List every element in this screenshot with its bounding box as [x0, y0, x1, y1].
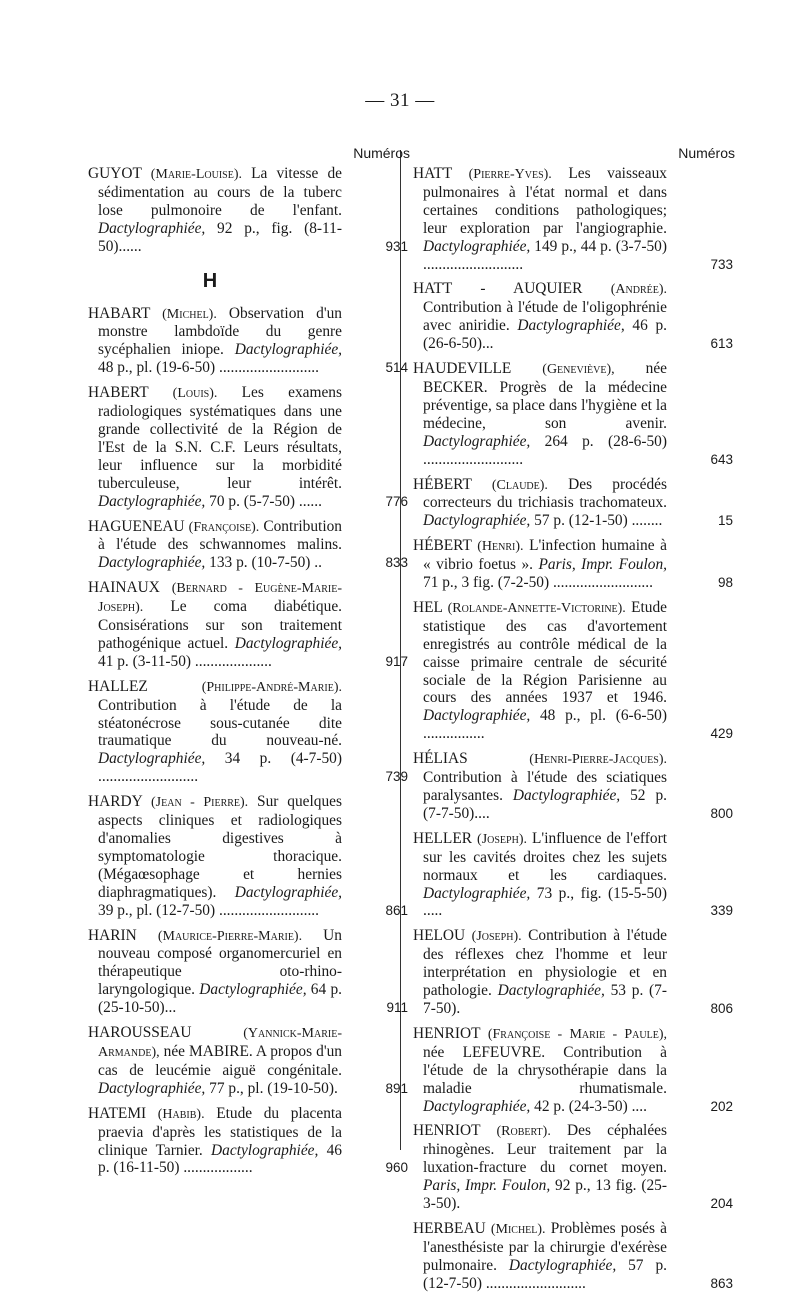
- bibliography-entry: [88, 793, 414, 919]
- pagination-date: 41 p. (3-11-50) ....................: [98, 652, 272, 670]
- entry-title: Le coma diabétique. Consisérations sur son traitement pathogénique actuel.: [98, 598, 342, 652]
- author-name: HAUDEVILLE: [413, 360, 512, 378]
- entry-title: née LEFEUVRE. Contribution à l'étude de la chrysothérapie dans la maladie rhumatismale.: [423, 1043, 667, 1097]
- pagination-date: 52 p. (7-7-50)....: [423, 787, 667, 822]
- pagination-date: 73 p., fig. (15-5-50) .....: [423, 884, 667, 920]
- pagination-date: 264 p. (28-6-50) ..........................: [423, 432, 667, 468]
- pagination-date: 48 p., pl. (19-6-50) ..........................: [98, 359, 320, 377]
- entry-text: [413, 599, 667, 743]
- bibliography-entry: [88, 927, 414, 1018]
- author-given-names: (Bernard - Eugène-Marie-Joseph).: [98, 581, 342, 616]
- publication: Dactylographiée,: [423, 512, 531, 530]
- right-column: [413, 145, 739, 1300]
- publication: Dactylographiée,: [497, 982, 605, 1000]
- author-given-names: (Andrée).: [610, 282, 667, 298]
- entry-title: Les examens radiologiques systématiques dans une grande collectivité de la Région de l'Est de la S.N. C.F. Leurs résultats, leur influence sur la morbidité tuberculeuse, leur intérêt.: [98, 384, 342, 492]
- bibliography-entry: [88, 1105, 414, 1178]
- author-given-names: (Robert).: [496, 1124, 551, 1140]
- bibliography-entry: [88, 165, 414, 256]
- entry-title: Problèmes posés à l'anesthésiste par la chirurgie d'exérèse pulmonaire.: [423, 1219, 667, 1274]
- bibliography-entry: [413, 750, 739, 823]
- entry-text: [413, 165, 667, 273]
- entry-text: [413, 280, 667, 353]
- entry-number: 204: [710, 1196, 733, 1212]
- bibliography-entry: [413, 537, 739, 592]
- entry-text: [413, 1122, 667, 1213]
- entry-number: 776: [385, 493, 408, 509]
- author-given-names: (Pierre-Yves).: [468, 167, 552, 182]
- pagination-date: 149 p., 44 p. (3-7-50) ..........................: [423, 237, 667, 273]
- left-entry-list: [88, 165, 414, 1177]
- entry-title: née BECKER. Progrès de la médecine préventige, sa place dans l'hygiène et la médecine, son avenir.: [423, 360, 667, 432]
- entry-title: Etude du placenta praevia d'après les statistiques de la clinique Tarnier.: [98, 1104, 342, 1159]
- bibliography-entry: [88, 579, 414, 671]
- entry-text: [88, 678, 342, 786]
- author-given-names: (Marie-Louise).: [150, 167, 242, 182]
- author-given-names: (Yannick-Marie-Armande),: [98, 1026, 342, 1060]
- entry-title: Les vaisseaux pulmonaires à l'état normal et dans certaines conditions pathologiques; leur exploration par l'angiographie.: [423, 165, 667, 237]
- pagination-date: 57 p. (12-1-50) ........: [530, 512, 663, 530]
- right-entry-list: [413, 165, 739, 1293]
- entry-title: L'infection humaine à « vibrio foetus ».: [423, 537, 667, 574]
- entry-number: 861: [385, 902, 408, 918]
- bibliography-entry: [88, 678, 414, 786]
- publication: Paris, Impr. Foulon,: [423, 1177, 551, 1195]
- publication: Dactylographiée,: [517, 317, 625, 335]
- author-name: GUYOT: [88, 165, 142, 182]
- entry-text: [88, 1105, 342, 1178]
- author-given-names: (Louis).: [172, 386, 218, 402]
- author-given-names: (Henri).: [477, 539, 524, 555]
- entry-title: Contribution à l'étude des sciatiques paralysantes.: [423, 769, 667, 804]
- bibliography-entry: [413, 1122, 739, 1213]
- entry-title: Des céphalées rhinogènes. Leur traitement par la luxation-fracture du cornet moyen.: [423, 1122, 667, 1177]
- author-name: HERBEAU: [413, 1219, 486, 1237]
- pagination-date: 133 p. (10-7-50) ..: [205, 554, 322, 572]
- bibliography-entry: [413, 927, 739, 1018]
- author-name: HAGUENEAU: [88, 517, 185, 535]
- entry-title: née MABIRE. A propos d'un cas de leucémie aiguë congénitale.: [98, 1042, 342, 1079]
- entry-text: [88, 927, 342, 1018]
- author-name: HARDY: [88, 793, 143, 811]
- author-given-names: (Philippe-André-Marie).: [201, 679, 342, 695]
- entry-number: 891: [385, 1080, 408, 1096]
- author-name: HEL: [413, 598, 443, 616]
- entry-number: 911: [386, 1000, 408, 1016]
- author-name: HAINAUX: [88, 579, 160, 597]
- author-given-names: (Geneviève),: [542, 362, 615, 378]
- entry-title: Un nouveau composé organomercuriel en thérapeutique oto-rhino-laryngologique.: [98, 926, 342, 999]
- author-name: HATEMI: [88, 1104, 147, 1122]
- entry-text: [413, 360, 667, 468]
- publication: Dactylographiée,: [423, 707, 531, 725]
- entry-text: [88, 165, 342, 256]
- pagination-date: 46 p. (26-6-50)...: [423, 317, 667, 353]
- section-letter: H: [202, 269, 218, 292]
- entry-title: Observation d'un monstre lambdoïde du genre sycéphalien iniope.: [98, 304, 342, 359]
- entry-number: 960: [385, 1160, 408, 1176]
- author-name: HENRIOT: [413, 1122, 481, 1140]
- author-name: HÉBERT: [413, 537, 472, 555]
- publication: Dactylographiée,: [211, 1141, 319, 1159]
- right-column-heading: Numéros: [678, 145, 735, 161]
- pagination-date: 42 p. (24-3-50) ....: [530, 1097, 647, 1115]
- entry-number: 833: [385, 555, 408, 571]
- left-column: [88, 145, 414, 1184]
- author-name: HABART: [88, 304, 151, 322]
- left-column-heading: Numéros: [353, 145, 410, 161]
- author-given-names: (Michel).: [490, 1221, 546, 1237]
- entry-text: [413, 830, 667, 921]
- author-given-names: (Rolande-Annette-Victorine).: [447, 600, 626, 616]
- entry-text: [413, 750, 667, 823]
- pagination-date: 70 p. (5-7-50) ......: [205, 492, 322, 510]
- publication: Dactylographiée,: [234, 634, 342, 652]
- pagination-date: 57 p. (12-7-50) ..........................: [423, 1256, 667, 1292]
- entry-text: [413, 927, 667, 1018]
- author-given-names: (Françoise - Marie - Paule),: [487, 1026, 667, 1042]
- publication: Dactylographiée,: [98, 1079, 206, 1097]
- entry-number: 806: [710, 1000, 733, 1016]
- bibliography-entry: [88, 518, 414, 573]
- bibliography-entry: [413, 476, 739, 531]
- author-given-names: (Joseph).: [471, 929, 522, 945]
- entry-text: [88, 1024, 342, 1098]
- entry-title: Contribution à l'étude des réflexes chez l'homme et leur interprétation en physiologie et en pathologie.: [423, 927, 667, 1000]
- publication: Dactylographiée,: [98, 554, 206, 572]
- entry-text: [413, 476, 667, 531]
- bibliography-entry: [413, 280, 739, 353]
- author-name: HATT: [413, 165, 453, 182]
- pagination-date: 77 p., pl. (19-10-50).: [205, 1079, 338, 1097]
- publication: Dactylographiée,: [423, 432, 531, 450]
- pagination-date: 48 p., pl. (6-6-50) ................: [423, 707, 667, 743]
- publication: Dactylographiée,: [512, 787, 621, 804]
- author-given-names: (Maurice-Pierre-Marie).: [157, 928, 303, 944]
- publication: Dactylographiée,: [98, 492, 206, 510]
- author-given-names: (Françoise).: [188, 519, 260, 535]
- pagination-date: 71 p., 3 fig. (7-2-50) ..........................: [423, 574, 653, 592]
- author-name: HELLER: [413, 829, 472, 847]
- bibliography-entry: [413, 599, 739, 743]
- publication: Paris, Impr. Foulon,: [538, 556, 667, 574]
- entry-text: [413, 1220, 667, 1293]
- pagination-date: 39 p., pl. (12-7-50) ..........................: [98, 901, 320, 919]
- entry-title: Sur quelques aspects cliniques et radiologiques d'anomalies digestives à symptomatologie thoracique. (Mégaœsophage et hernies diaphragmatiques).: [98, 793, 342, 901]
- pagination-date: 92 p., 13 fig. (25-3-50).: [423, 1177, 667, 1213]
- publication: Dactylographiée,: [423, 884, 531, 902]
- author-name: HATT - AUQUIER: [413, 280, 583, 298]
- entry-number: 931: [385, 238, 408, 254]
- entry-number: 800: [710, 805, 733, 821]
- entry-text: [413, 1025, 667, 1116]
- author-name: HALLEZ: [88, 677, 148, 695]
- entry-number: 98: [717, 575, 733, 591]
- author-name: HÉLIAS: [413, 750, 468, 768]
- author-name: HARIN: [88, 926, 137, 944]
- author-given-names: (Michel).: [162, 306, 217, 322]
- entry-title: La vitesse de sédimentation au cours de la tuberc lose pulmonoire de l'enfant.: [98, 165, 342, 219]
- author-given-names: (Jean - Pierre).: [151, 795, 249, 811]
- entry-number: 643: [710, 451, 733, 467]
- author-name: HENRIOT: [413, 1024, 481, 1042]
- entry-title: Etude statistique des cas d'avortement enregistrés au contrôle médical de la caisse primaire centrale de sécurité sociale de la Région Parisienne au cours des années 1937 et 1946.: [423, 598, 667, 707]
- entry-number: 863: [710, 1275, 733, 1291]
- publication: Dactylographiée,: [98, 219, 206, 237]
- entry-text: [88, 518, 342, 573]
- author-given-names: (Henri-Pierre-Jacques).: [529, 752, 667, 768]
- author-given-names: (Habib).: [157, 1106, 205, 1122]
- bibliography-entry: [88, 384, 414, 510]
- entry-number: 202: [710, 1098, 733, 1114]
- pagination-date: 92 p., fig. (8-11-50)......: [98, 219, 342, 255]
- author-given-names: (Joseph).: [477, 831, 527, 847]
- publication: Dactylographiée,: [423, 237, 531, 255]
- author-name: HABERT: [88, 384, 149, 402]
- publication: Dactylographiée,: [423, 1097, 531, 1115]
- bibliography-entry: [413, 165, 739, 273]
- entry-number: 514: [385, 360, 408, 376]
- entry-title: L'influence de l'effort sur les cavités droites chez les sujets normaux et les cardiaques.: [423, 829, 667, 884]
- entry-text: [88, 384, 342, 510]
- bibliography-entry: [88, 305, 414, 378]
- entry-text: [413, 537, 667, 592]
- author-name: HELOU: [413, 927, 466, 945]
- entry-number: 733: [710, 256, 733, 272]
- author-name: HÉBERT: [413, 475, 472, 493]
- entry-title: Des procédés correcteurs du trichiasis trachomateux.: [423, 475, 667, 512]
- bibliography-entry: [88, 1024, 414, 1098]
- entry-title: Contribution à l'étude des schwannomes malins.: [98, 517, 342, 554]
- entry-number: 739: [385, 769, 408, 785]
- entry-text: [88, 793, 342, 919]
- entry-title: Contribution à l'étude de la stéatonécrose sous-cutanée dite traumatique du nouveau-né.: [98, 696, 342, 750]
- publication: Dactylographiée,: [234, 341, 342, 359]
- page-number: — 31 —: [365, 90, 435, 111]
- pagination-date: 53 p. (7-7-50).: [423, 982, 667, 1017]
- entry-number: 613: [710, 336, 733, 352]
- publication: Dactylographiée,: [508, 1256, 617, 1274]
- entry-number: 15: [717, 513, 733, 529]
- entry-text: [88, 579, 342, 671]
- bibliography-entry: [413, 1025, 739, 1116]
- pagination-date: 64 p. (25-10-50)...: [98, 981, 342, 1017]
- publication: Dactylographiée,: [199, 981, 307, 999]
- entry-number: 917: [385, 653, 408, 669]
- publication: Dactylographiée,: [98, 750, 206, 768]
- entry-text: [88, 305, 342, 378]
- entry-number: 429: [710, 726, 733, 742]
- entry-number: 339: [710, 903, 733, 919]
- author-given-names: (Claude).: [491, 477, 548, 493]
- author-name: HAROUSSEAU: [88, 1024, 192, 1042]
- bibliography-entry: [413, 360, 739, 468]
- entry-title: Contribution à l'étude de l'oligophrénie avec aniridie.: [423, 299, 667, 335]
- bibliography-entry: [413, 1220, 739, 1293]
- pagination-date: 46 p. (16-11-50) ..................: [98, 1141, 342, 1177]
- publication: Dactylographiée,: [234, 883, 342, 901]
- bibliography-entry: [413, 830, 739, 921]
- pagination-date: 34 p. (4-7-50) ..........................: [98, 750, 342, 786]
